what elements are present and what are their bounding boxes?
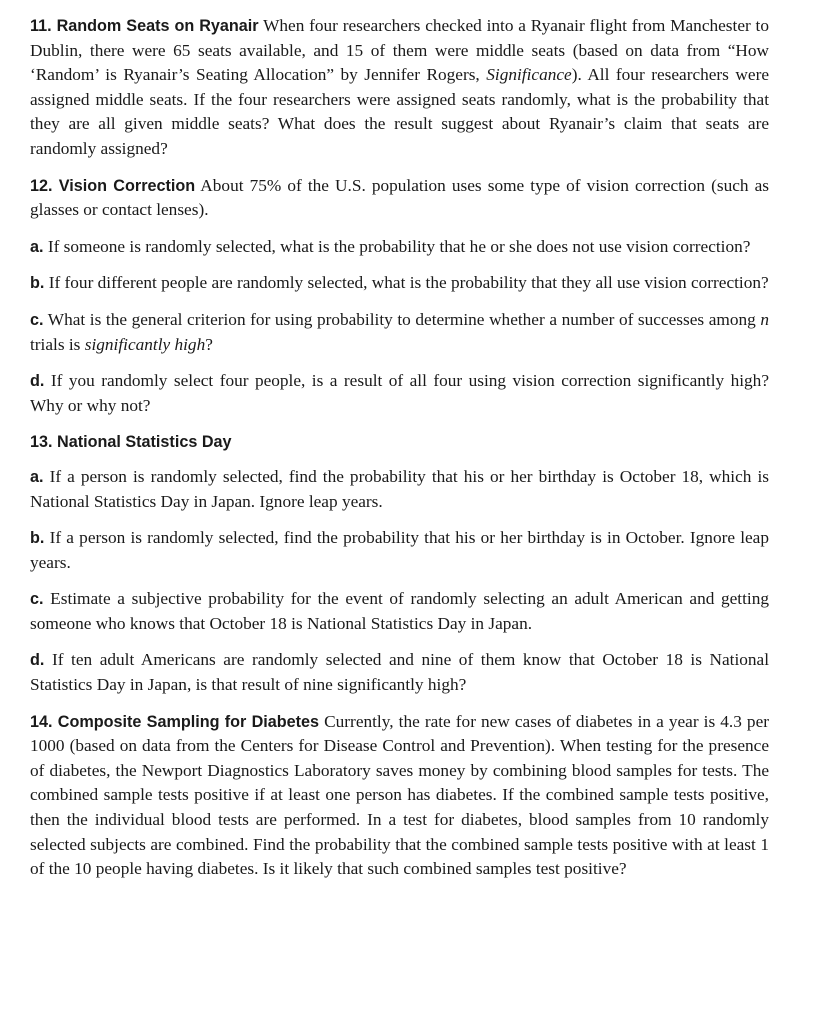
part-text: If ten adult Americans are randomly selected and nine of them know that October 18 is National Statistics Day in Japan, is that result of nine significantly high? [30, 650, 769, 695]
part-text: ? [205, 334, 213, 354]
problem-12 [30, 174, 769, 223]
part-text: If someone is randomly selected, what is the probability that he or she does not use vision correction? [43, 236, 751, 256]
problem-11-text-start: When four researchers checked into a Ryanair flight from Manchester to Dublin, there were 65 seats available, and 15 of them were middle seats (based on data from “How ‘Random’ is Ryanair’s Seating Allocation” by Jennifer Rogers, [30, 16, 769, 85]
problem-12c [30, 308, 769, 357]
part-label: a. [30, 467, 44, 486]
problem-13 [30, 430, 769, 455]
problem-14 [30, 710, 769, 882]
problem-13d [30, 648, 769, 697]
emphasis: significantly high [84, 334, 206, 354]
part-text: If you randomly select four people, is a result of all four using vision correction significantly high? Why or why not? [30, 371, 769, 415]
problem-14-title: 14. Composite Sampling for Diabetes [30, 712, 320, 731]
problem-12b [30, 271, 769, 296]
part-label: b. [30, 529, 45, 548]
part-label: b. [30, 274, 45, 293]
part-text: If four different people are randomly selected, what is the probability that they all use vision correction? [44, 273, 769, 293]
part-text: Estimate a subjective probability for the event of randomly selecting an adult American and getting someone who knows that October 18 is National Statistics Day in Japan. [30, 589, 769, 633]
part-label: d. [30, 651, 45, 670]
problem-11-text-end: ). All four researchers were assigned middle seats. If the four researchers were assigned seats randomly, what is the probability that they are all given middle seats? What does the result suggest about Ryanair’s claim that seats are randomly assigned? [30, 65, 769, 158]
problem-12-title: 12. Vision Correction [30, 176, 196, 195]
problem-13a [30, 465, 769, 514]
problem-11-journal: Significance [486, 65, 572, 85]
problem-13c [30, 587, 769, 636]
variable-n: n [760, 309, 769, 329]
problem-12a [30, 235, 769, 260]
part-label: c. [30, 590, 44, 609]
part-label: d. [30, 372, 45, 391]
problem-13-title: 13. National Statistics Day [30, 433, 232, 452]
part-text: What is the general criterion for using probability to determine whether a number of successes among [43, 309, 761, 329]
problem-14-text: Currently, the rate for new cases of diabetes in a year is 4.3 per 1000 (based on data from the Centers for Disease Control and Prevention). When testing for the presence of diabetes, the Newport Diagnostics Laboratory saves money by combining blood samples for tests. The combined sample tests positive if at least one person has diabetes. If the combined sample tests positive, then the individual blood tests are performed. In a test for diabetes, blood samples from 10 randomly selected subjects are combined. Find the probability that the combined sample tests positive with at least 1 of the 10 people having diabetes. Is it likely that such combined samples test positive? [30, 711, 769, 879]
problem-11-title: 11. Random Seats on Ryanair [30, 17, 259, 35]
problem-12-text: About 75% of the U.S. population uses some type of vision correction (such as glasses or contact lenses). [30, 175, 770, 220]
problem-12d [30, 369, 769, 418]
part-label: c. [30, 310, 44, 329]
part-text: If a person is randomly selected, find the probability that his or her birthday is in October. Ignore leap years. [30, 528, 769, 572]
problem-13b [30, 526, 769, 575]
problem-11 [30, 14, 769, 162]
part-label: a. [30, 237, 44, 256]
part-text: trials is [30, 334, 85, 354]
part-text: If a person is randomly selected, find the probability that his or her birthday is October 18, which is National Statistics Day in Japan. Ignore leap years. [30, 466, 769, 511]
